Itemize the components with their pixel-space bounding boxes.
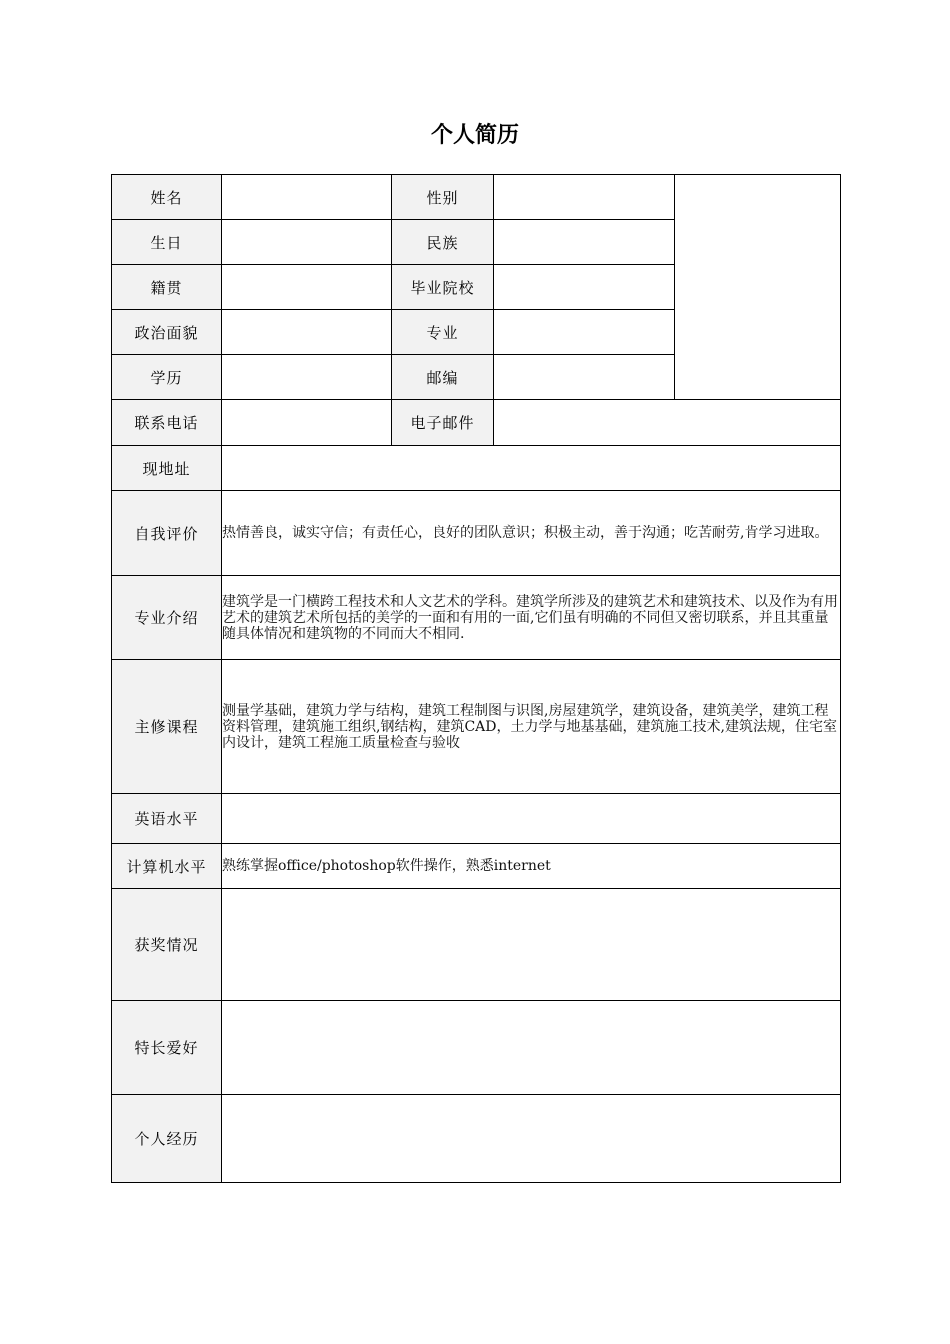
- gender-field[interactable]: [494, 175, 675, 220]
- major-field[interactable]: [494, 310, 675, 355]
- school-label: 毕业院校: [392, 265, 494, 310]
- courses-label: 主修课程: [112, 660, 222, 794]
- email-field[interactable]: [494, 400, 841, 446]
- birthday-field[interactable]: [222, 220, 392, 265]
- political-status-field[interactable]: [222, 310, 392, 355]
- row-name: [112, 175, 841, 220]
- experience-field[interactable]: [222, 1095, 841, 1183]
- major-intro-label: 专业介绍: [112, 576, 222, 660]
- education-label: 学历: [112, 355, 222, 400]
- row-phone: [112, 400, 841, 446]
- hobbies-field[interactable]: [222, 1001, 841, 1095]
- row-awards: [112, 889, 841, 1001]
- ethnicity-label: 民族: [392, 220, 494, 265]
- email-label: 电子邮件: [392, 400, 494, 446]
- postcode-field[interactable]: [494, 355, 675, 400]
- row-hobbies: [112, 1001, 841, 1095]
- photo-box[interactable]: [675, 175, 841, 400]
- self-evaluation-label: 自我评价: [112, 491, 222, 576]
- courses-text[interactable]: 测量学基础，建筑力学与结构，建筑工程制图与识图,房屋建筑学，建筑设备，建筑美学，建筑工程资料管理，建筑施工组织,钢结构，建筑CAD，土力学与地基基础，建筑施工技术,建筑法规，住宅室内设计，建筑工程施工质量检查与验收: [222, 660, 841, 794]
- school-field[interactable]: [494, 265, 675, 310]
- row-computer: [112, 844, 841, 889]
- postcode-label: 邮编: [392, 355, 494, 400]
- political-status-label: 政治面貌: [112, 310, 222, 355]
- row-english: [112, 794, 841, 844]
- major-label: 专业: [392, 310, 494, 355]
- address-label: 现地址: [112, 446, 222, 491]
- row-major-intro: [112, 576, 841, 660]
- page-title: 个人简历: [430, 122, 519, 148]
- computer-text[interactable]: 熟练掌握office/photoshop软件操作，熟悉internet: [222, 844, 841, 889]
- ethnicity-field[interactable]: [494, 220, 675, 265]
- awards-field[interactable]: [222, 889, 841, 1001]
- education-field[interactable]: [222, 355, 392, 400]
- phone-label: 联系电话: [112, 400, 222, 446]
- computer-label: 计算机水平: [112, 844, 222, 889]
- gender-label: 性别: [392, 175, 494, 220]
- self-evaluation-text[interactable]: 热情善良，诚实守信；有责任心，良好的团队意识；积极主动，善于沟通；吃苦耐劳,肯学习进取。: [222, 491, 841, 576]
- birthday-label: 生日: [112, 220, 222, 265]
- experience-label: 个人经历: [112, 1095, 222, 1183]
- native-place-label: 籍贯: [112, 265, 222, 310]
- awards-label: 获奖情况: [112, 889, 222, 1001]
- major-intro-text[interactable]: 建筑学是一门横跨工程技术和人文艺术的学科。建筑学所涉及的建筑艺术和建筑技术、以及作为有用艺术的建筑艺术所包括的美学的一面和有用的一面,它们虽有明确的不同但又密切联系，并且其重量随具体情况和建筑物的不同而大不相同.: [222, 576, 841, 660]
- resume-table: [111, 174, 841, 1183]
- row-self-evaluation: [112, 491, 841, 576]
- phone-field[interactable]: [222, 400, 392, 446]
- row-address: [112, 446, 841, 491]
- address-field[interactable]: [222, 446, 841, 491]
- row-courses: [112, 660, 841, 794]
- english-label: 英语水平: [112, 794, 222, 844]
- row-experience: [112, 1095, 841, 1183]
- native-place-field[interactable]: [222, 265, 392, 310]
- name-field[interactable]: [222, 175, 392, 220]
- name-label: 姓名: [112, 175, 222, 220]
- hobbies-label: 特长爱好: [112, 1001, 222, 1095]
- english-field[interactable]: [222, 794, 841, 844]
